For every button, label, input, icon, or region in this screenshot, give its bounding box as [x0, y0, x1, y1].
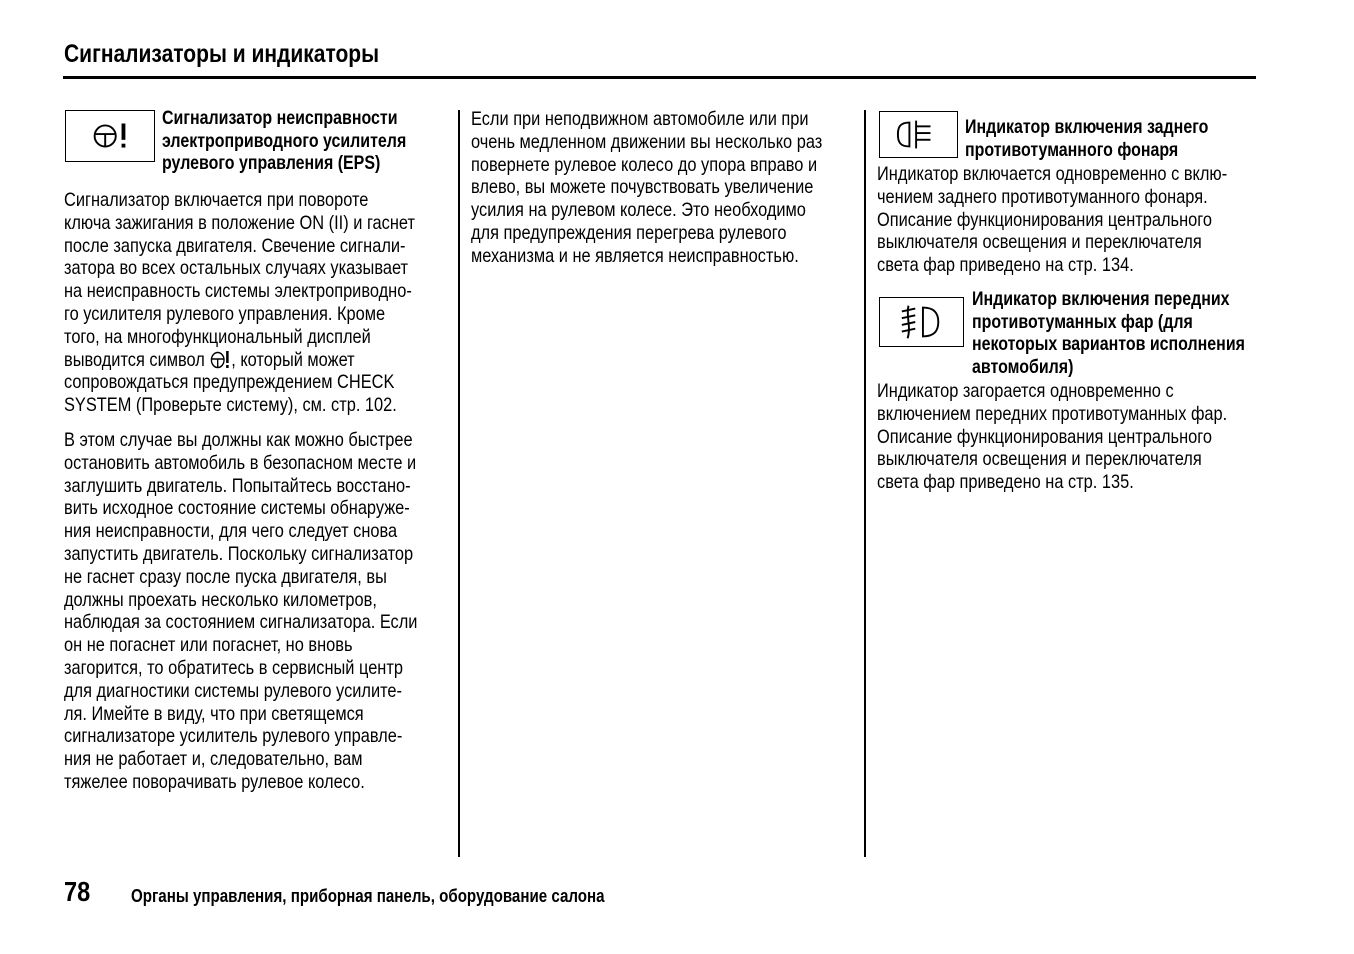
front-fog-heading: [972, 289, 1297, 379]
text-line: выключателя освещения и переключателя: [877, 231, 1202, 254]
text-line: затора во всех остальных случаях указывает: [64, 257, 409, 280]
text-line: должны проехать несколько километров,: [64, 588, 377, 611]
text-line: выключателя освещения и переключателя: [877, 448, 1202, 471]
footer-section-title: Органы управления, приборная панель, оборудование салона: [131, 886, 605, 906]
text-line: механизма и не является неисправностью.: [471, 244, 799, 267]
text-line: очень медленном движении вы несколько раз: [471, 130, 823, 153]
text-line: запустить двигатель. Поскольку сигнализатор: [64, 542, 414, 565]
heading-line: автомобиля): [972, 356, 1074, 378]
middle-column-text: [471, 108, 889, 268]
eps-paragraph-1: [64, 189, 482, 417]
text-line: остановить автомобиль в безопасном месте и: [64, 451, 417, 474]
text-line-with-symbol: выводится символ , который может: [64, 349, 415, 372]
heading-line: электроприводного усилителя: [162, 130, 407, 152]
eps-paragraph-2: [64, 429, 485, 794]
text-line: не гаснет сразу после пуска двигателя, вы: [64, 565, 387, 588]
eps-heading: [162, 108, 453, 176]
text-line: света фар приведено на стр. 134.: [877, 254, 1134, 277]
text-line: для диагностики системы рулевого усилите-: [64, 679, 403, 702]
text-line: тяжелее поворачивать рулевое колесо.: [64, 770, 365, 793]
text-line: загорится, то обратитесь в сервисный центр: [64, 656, 403, 679]
text-line: на неисправность системы электроприводно-: [64, 280, 412, 303]
front-fog-body: [877, 380, 1294, 494]
text-line: SYSTEM (Проверьте систему), см. стр. 102.: [64, 394, 397, 417]
text-line: повернете рулевое колесо до упора вправо и: [471, 153, 818, 176]
text-line: ля. Имейте в виду, что при светящемся: [64, 702, 364, 725]
text-line: Описание функционирования центрального: [877, 425, 1212, 448]
heading-line: Сигнализатор неисправности: [162, 108, 398, 129]
text-line: влево, вы можете почувствовать увеличение: [471, 176, 814, 199]
heading-line: рулевого управления (EPS): [162, 153, 381, 175]
heading-line: противотуманных фар (для: [972, 311, 1193, 333]
text-line: Описание функционирования центрального: [877, 208, 1212, 231]
heading-line: Индикатор включения передних: [972, 289, 1230, 310]
text-line: того, на многофункциональный дисплей: [64, 325, 371, 348]
text-line: вить исходное состояние системы обнаруже-: [64, 497, 410, 520]
rear-fog-body: [877, 163, 1294, 277]
text-line: го усилителя рулевого управления. Кроме: [64, 302, 386, 325]
front-fog-light-icon: [880, 298, 963, 346]
text-line: для предупреждения перегрева рулевого: [471, 221, 787, 244]
page-title: Сигнализаторы и индикаторы: [64, 40, 380, 68]
page-number: 78: [64, 876, 91, 907]
rear-fog-heading: [965, 117, 1255, 162]
text-line: усилия на рулевом колесе. Это необходимо: [471, 199, 806, 222]
text-line: Если при неподвижном автомобиле или при: [471, 108, 809, 130]
heading-line: некоторых вариантов исполнения: [972, 334, 1245, 356]
text-line: наблюдая за состоянием сигнализатора. Если: [64, 611, 418, 634]
text-line: ния не работает и, следовательно, вам: [64, 748, 363, 771]
text-line: Индикатор загорается одновременно с: [877, 380, 1174, 402]
text-line: ключа зажигания в положение ON (II) и гаснет: [64, 211, 415, 234]
text-line: сопровождаться предупреждением CHECK: [64, 371, 395, 394]
rear-fog-light-icon: [880, 112, 957, 157]
text-line: включением передних противотуманных фар.: [877, 402, 1228, 425]
text-line: В этом случае вы должны как можно быстрее: [64, 429, 413, 451]
rear-fog-icon-box: [879, 111, 958, 158]
text-line: света фар приведено на стр. 135.: [877, 471, 1134, 494]
text-line: он не погаснет или погаснет, но вновь: [64, 634, 353, 657]
eps-warning-icon-box: [65, 110, 155, 162]
text-line: Индикатор включается одновременно с вклю-: [877, 163, 1228, 185]
text-line: Сигнализатор включается при повороте: [64, 189, 369, 211]
text-line: сигнализаторе усилитель рулевого управле-: [64, 725, 403, 748]
text-line: чением заднего противотуманного фонаря.: [877, 185, 1208, 208]
text-line: после запуска двигателя. Свечение сигнали-: [64, 234, 406, 257]
heading-line: Индикатор включения заднего: [965, 117, 1209, 138]
text-line: заглушить двигатель. Попытайтесь восстано-: [64, 474, 411, 497]
heading-line: противотуманного фонаря: [965, 139, 1179, 161]
header-divider: [63, 76, 1256, 79]
front-fog-icon-box: [879, 297, 964, 347]
steering-wheel-warning-icon: [66, 111, 154, 161]
text-line: ния неисправности, для чего следует снова: [64, 520, 398, 543]
